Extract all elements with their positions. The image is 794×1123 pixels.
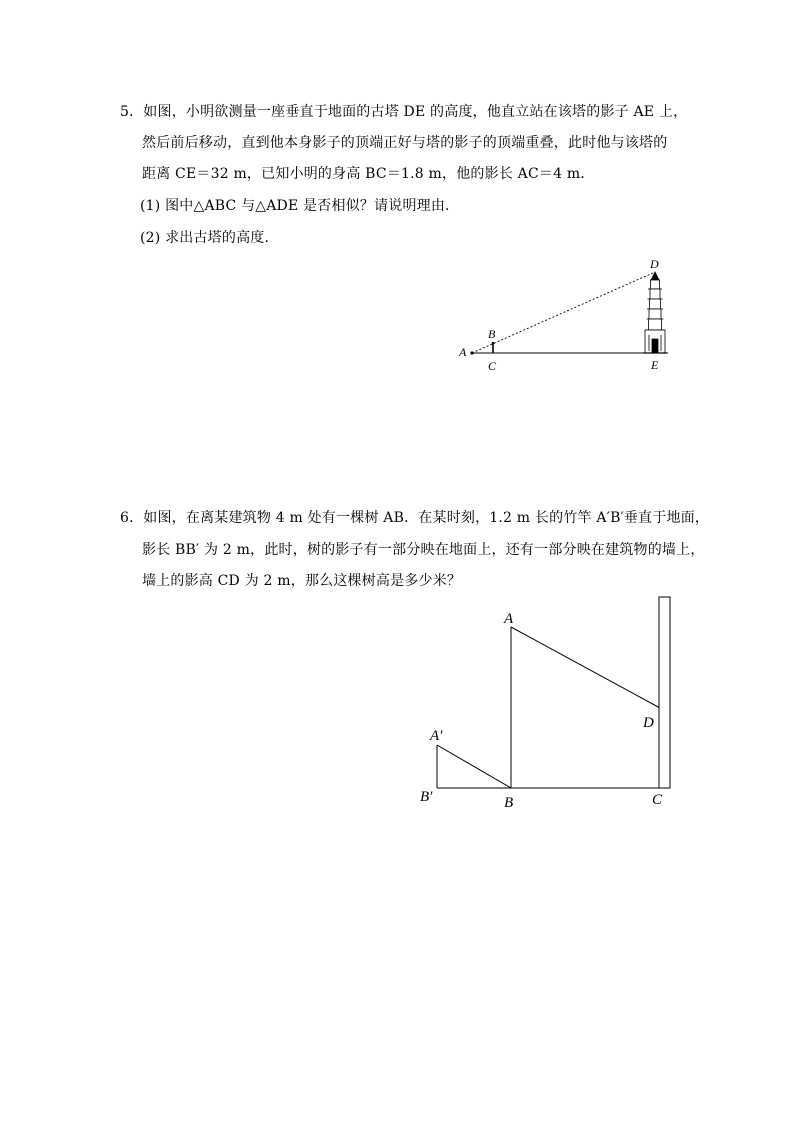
q6-label-d: D [643, 715, 654, 731]
q5-label-b: B [488, 327, 496, 341]
q5-line3: 距离 CE＝32 m，已知小明的身高 BC＝1.8 m，他的影长 AC＝4 m． [142, 166, 595, 182]
q5-line1: 5．如图，小明欲测量一座垂直于地面的古塔 DE 的高度，他直立站在该塔的影子 AE 上， [120, 104, 688, 120]
q6-label-bprime: B′ [420, 789, 433, 805]
q5-label-d: D [650, 257, 659, 271]
q6-label-aprime: A′ [430, 728, 443, 744]
q6-tree-shadow-line [511, 627, 660, 708]
q5-part1: (1) 图中△ABC 与△ADE 是否相似？请说明理由． [140, 198, 460, 214]
q6-pole-shadow-line [437, 745, 511, 788]
q5-label-a: A [459, 345, 467, 359]
q6-line2: 影长 BB′ 为 2 m，此时，树的影子有一部分映在地面上，还有一部分映在建筑物的墙上， [142, 542, 705, 558]
q6-label-c: C [652, 792, 663, 808]
q6-line1: 6．如图，在离某建筑物 4 m 处有一棵树 AB．在某时刻，1.2 m 长的竹竿 A′B′垂直于地面， [120, 510, 710, 526]
q5-part2: (2) 求出古塔的高度． [140, 230, 279, 246]
q6-line3: 墙上的影高 CD 为 2 m，那么这棵树高是多少米？ [142, 573, 462, 589]
q6-label-a: A [504, 611, 514, 627]
q5-line2: 然后前后移动，直到他本身影子的顶端正好与塔的影子的顶端重叠，此时他与该塔的 [142, 135, 668, 151]
q5-label-c: C [488, 359, 497, 373]
q6-building-wall [659, 597, 670, 788]
q6-label-b: B [504, 795, 514, 811]
q5-label-e: E [651, 358, 659, 372]
